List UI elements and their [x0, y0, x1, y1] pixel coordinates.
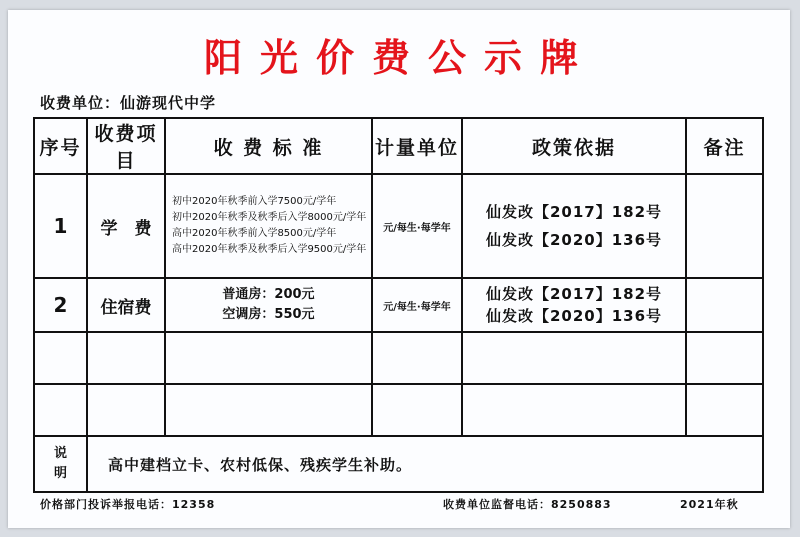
- fee-table: [33, 117, 764, 493]
- empty-row: [34, 332, 763, 384]
- policy-line: 仙发改【2020】136号: [485, 307, 663, 325]
- charging-unit: 收费单位：仙游现代中学: [40, 94, 217, 112]
- note-label: 说 明: [34, 436, 87, 492]
- season-label: 2021年秋: [680, 498, 739, 511]
- standard-line: 高中2020年秋季及秋季后入学9500元/学年: [172, 244, 367, 255]
- row-remark: [686, 278, 763, 332]
- table-row: [34, 278, 763, 332]
- row-standard: [165, 278, 372, 332]
- page-title: 阳光价费公示牌: [203, 36, 596, 80]
- policy-line: 仙发改【2017】182号: [485, 203, 663, 221]
- row-item: 住宿费: [87, 278, 165, 332]
- row-measure: 元/每生·每学年: [372, 278, 462, 332]
- table-row: [34, 174, 763, 278]
- supervision-hotline: 收费单位监督电话：8250883: [443, 498, 612, 511]
- standard-line: 初中2020年秋季前入学7500元/学年: [172, 196, 337, 207]
- policy-line: 仙发改【2020】136号: [485, 231, 663, 249]
- standard-line: 初中2020年秋季及秋季后入学8000元/学年: [172, 212, 367, 223]
- policy-line: 仙发改【2017】182号: [485, 285, 663, 303]
- standard-line: 高中2020年秋季前入学8500元/学年: [172, 228, 337, 239]
- header-measure: 计量单位: [372, 118, 462, 174]
- row-index: 1: [34, 174, 87, 278]
- note-row: [34, 436, 763, 492]
- standard-line: 普通房：200元: [222, 287, 315, 302]
- row-standard: [165, 174, 372, 278]
- standard-line: 空调房：550元: [222, 307, 315, 322]
- note-text: 高中建档立卡、农村低保、残疾学生补助。: [87, 436, 763, 492]
- row-remark: [686, 174, 763, 278]
- table-header-row: [34, 118, 763, 174]
- empty-row: [34, 384, 763, 436]
- row-policy: [462, 278, 686, 332]
- complaint-hotline: 价格部门投诉举报电话：12358: [40, 498, 216, 511]
- row-item: 学 费: [87, 174, 165, 278]
- row-measure: 元/每生·每学年: [372, 174, 462, 278]
- header-item: 收费项目: [87, 118, 165, 174]
- row-index: 2: [34, 278, 87, 332]
- header-remark: 备注: [686, 118, 763, 174]
- header-index: 序号: [34, 118, 87, 174]
- header-standard: 收 费 标 准: [165, 118, 372, 174]
- row-policy: [462, 174, 686, 278]
- header-policy: 政策依据: [462, 118, 686, 174]
